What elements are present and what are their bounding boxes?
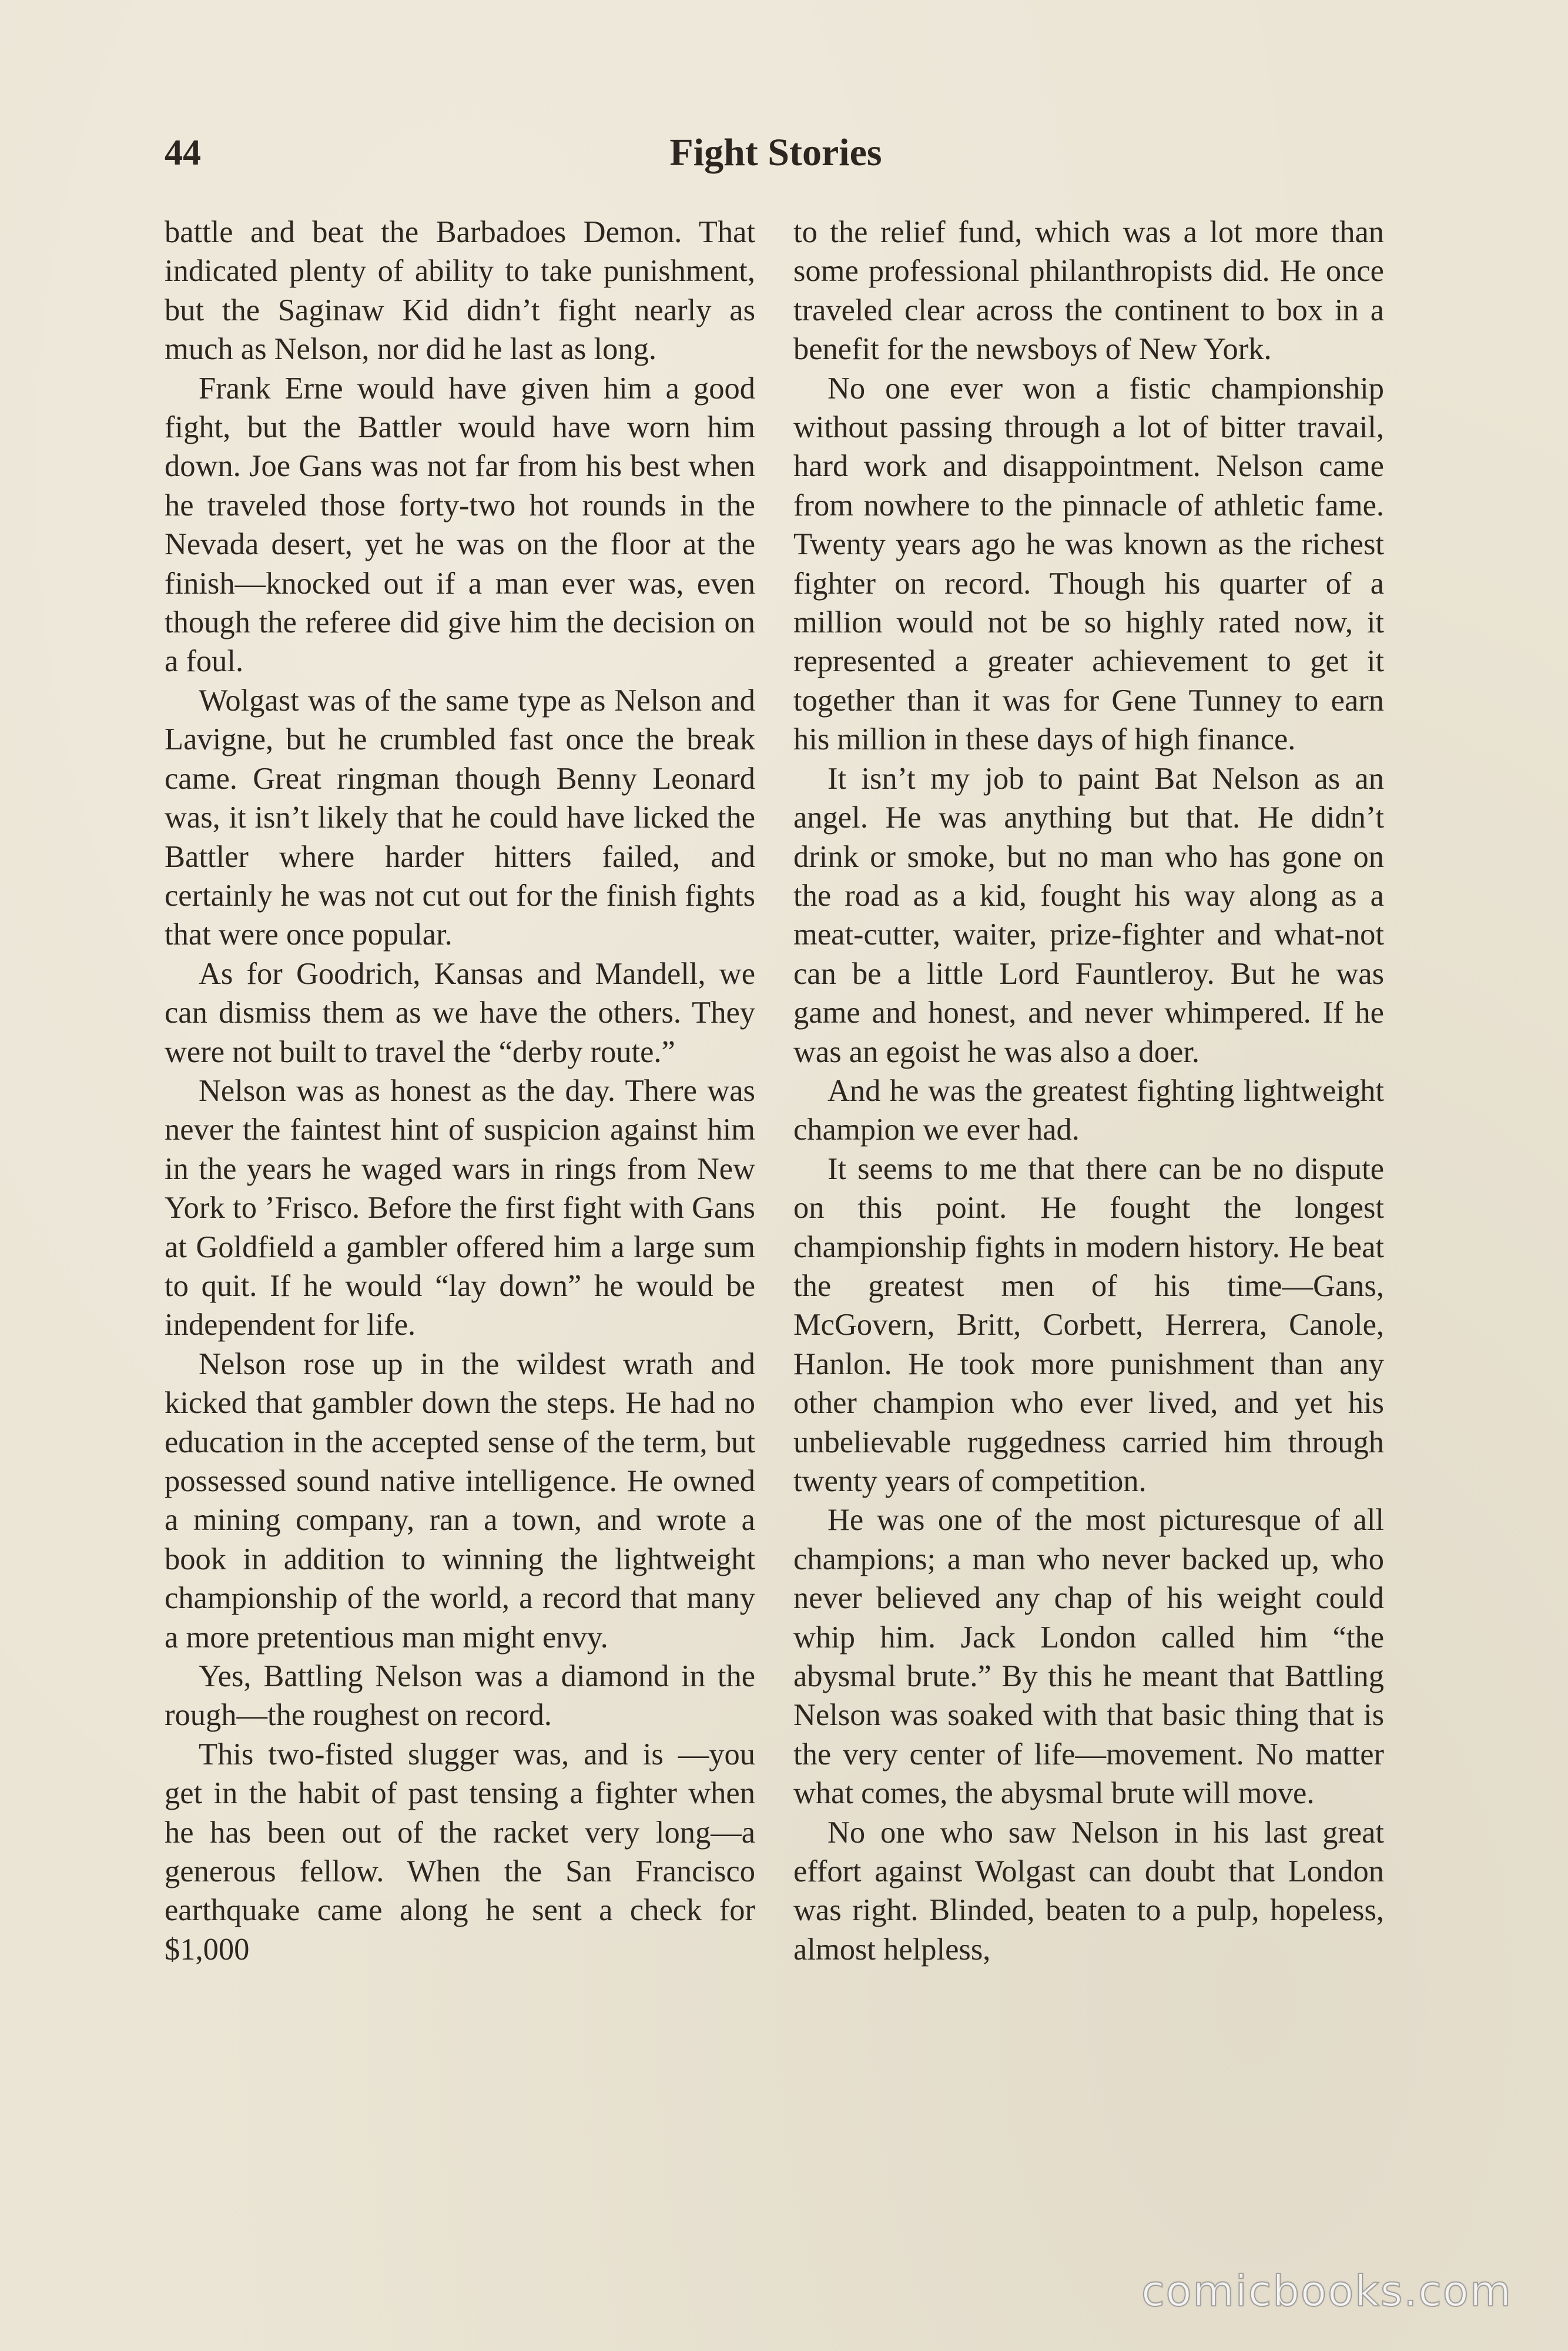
paragraph: This two-fisted slugger was, and is —you get in the habit of past tensing a fighter when he has been out of the racket very long—a generous fellow. When the San Francisco earthquake came along he sent a check for $1,000 (165, 1737, 755, 1967)
left-column (165, 213, 755, 1969)
page-header (165, 126, 1387, 179)
right-column (793, 213, 1384, 1969)
page-number: 44 (165, 133, 201, 173)
paragraph: Nelson rose up in the wildest wrath and kicked that gambler down the steps. He had no education in the accepted sense of the term, but possessed sound native intelligence. He owned a mining company, ran a town, and wrote a book in addition to winning the lightweight championship of the world, a record that many a more pretentious man might envy. (165, 1347, 755, 1655)
paragraph: Frank Erne would have given him a good fight, but the Battler would have worn him down. Joe Gans was not far from his best when he traveled those forty-two hot rounds in the Nevada desert, yet he was on the floor at the finish—knocked out if a man ever was, even though the referee did give him the decision on a foul. (165, 371, 755, 679)
watermark: comicbooks.com (1141, 2266, 1512, 2316)
paragraph: No one ever won a fistic championship without passing through a lot of bitter travail, hard work and disappointment. Nelson came from nowhere to the pinnacle of athletic fame. Twenty years ago he was known as the richest fighter on record. Though his quarter of a million would not be so highly rated now, it represented a greater achievement to get it together than it was for Gene Tunney to earn his million in these days of high finance. (793, 371, 1384, 757)
running-title: Fight Stories (669, 131, 882, 174)
paragraph: Yes, Battling Nelson was a diamond in the rough—the roughest on record. (165, 1659, 755, 1733)
paragraph: Wolgast was of the same type as Nelson and Lavigne, but he crumbled fast once the break came. Great ringman though Benny Leonard was, it isn’t likely that he could have licked the Battler where harder hitters failed, and certainly he was not cut out for the finish fights that were once popular. (165, 683, 755, 952)
paragraph: And he was the greatest fighting lightweight champion we ever had. (793, 1073, 1384, 1147)
paragraph: Nelson was as honest as the day. There was never the faintest hint of suspicion against him in the years he waged wars in rings from New York to ’Frisco. Before the first fight with Gans at Goldfield a gambler offered him a large sum to quit. If he would “lay down” he would be independent for life. (165, 1073, 755, 1342)
paragraph: It seems to me that there can be no dispute on this point. He fought the longest championship fights in modern history. He beat the greatest men of his time—Gans, McGovern, Britt, Corbett, Herrera, Canole, Hanlon. He took more punishment than any other champion who ever lived, and yet his unbelievable ruggedness carried him through twenty years of competition. (793, 1151, 1384, 1498)
paragraph: to the relief fund, which was a lot more than some professional philanthropists did. He once traveled clear across the continent to box in a benefit for the newsboys of New York. (793, 215, 1384, 367)
paragraph: As for Goodrich, Kansas and Mandell, we can dismiss them as we have the others. They were not built to travel the “derby route.” (165, 956, 755, 1069)
paragraph: battle and beat the Barbadoes Demon. That indicated plenty of ability to take punishment, but the Saginaw Kid didn’t fight nearly as much as Nelson, nor did he last as long. (165, 215, 755, 367)
paragraph: No one who saw Nelson in his last great effort against Wolgast can doubt that London was right. Blinded, beaten to a pulp, hopeless, almost helpless, (793, 1815, 1384, 1967)
paragraph: It isn’t my job to paint Bat Nelson as an angel. He was anything but that. He didn’t drink or smoke, but no man who has gone on the road as a kid, fought his way along as a meat-cutter, waiter, prize-fighter and what-not can be a little Lord Fauntleroy. But he was game and honest, and never whimpered. If he was an egoist he was also a doer. (793, 761, 1384, 1069)
paragraph: He was one of the most picturesque of all champions; a man who never backed up, who never believed any chap of his weight could whip him. Jack London called him “the abysmal brute.” By this he meant that Battling Nelson was soaked with that basic thing that is the very center of life—movement. No matter what comes, the abysmal brute will move. (793, 1503, 1384, 1811)
